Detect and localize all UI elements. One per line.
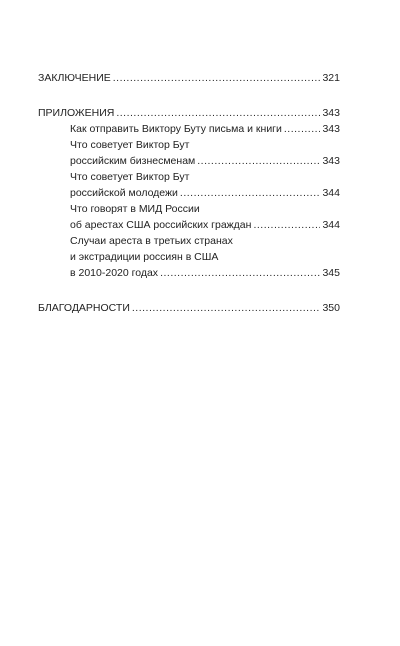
toc-entry-page: 350 [322,302,340,314]
toc-subentry[interactable] [70,217,340,233]
toc-subentry-line: Что советует Виктор Бут [70,171,190,183]
toc-entry-page: 344 [322,219,340,231]
toc-entry-title: в 2010-2020 годах [70,267,159,279]
toc-entry-page: 345 [322,267,340,279]
toc-entry-page: 321 [322,72,340,84]
toc-entry-title: об арестах США российских граждан [70,219,252,231]
toc-entry-title: БЛАГОДАРНОСТИ [38,302,130,314]
toc-entry-title: ЗАКЛЮЧЕНИЕ [38,72,111,84]
toc-subentry[interactable] [70,185,340,201]
toc-entry-page: 343 [322,123,340,135]
toc-subentry-line: Случаи ареста в третьих странах [70,235,233,247]
table-of-contents [38,70,340,316]
dot-leader [113,70,321,86]
dot-leader [284,121,321,137]
toc-entry-title: ПРИЛОЖЕНИЯ [38,107,115,119]
toc-entry-page: 344 [322,187,340,199]
toc-entry-page: 343 [322,107,340,119]
toc-entry-thanks[interactable] [38,300,340,316]
toc-entry-title: российской молодежи [70,187,178,199]
toc-subentry-line: и экстрадиции россиян в США [70,251,219,263]
toc-entry-appendix[interactable] [38,105,340,121]
toc-subentry-line: Что советует Виктор Бут [70,139,190,151]
dot-leader [160,265,320,281]
toc-subentry[interactable] [70,153,340,169]
dot-leader [180,185,321,201]
dot-leader [132,300,321,316]
toc-subentry[interactable] [70,121,340,137]
dot-leader [116,105,320,121]
dot-leader [197,153,320,169]
toc-entry-page: 343 [322,155,340,167]
dot-leader [253,217,320,233]
toc-entry-title: российским бизнесменам [70,155,196,167]
toc-entry-title: Как отправить Виктору Буту письма и книги [70,123,282,135]
toc-subentry[interactable] [70,265,340,281]
toc-subentry-line: Что говорят в МИД России [70,203,200,215]
toc-entry-conclusion[interactable] [38,70,340,86]
